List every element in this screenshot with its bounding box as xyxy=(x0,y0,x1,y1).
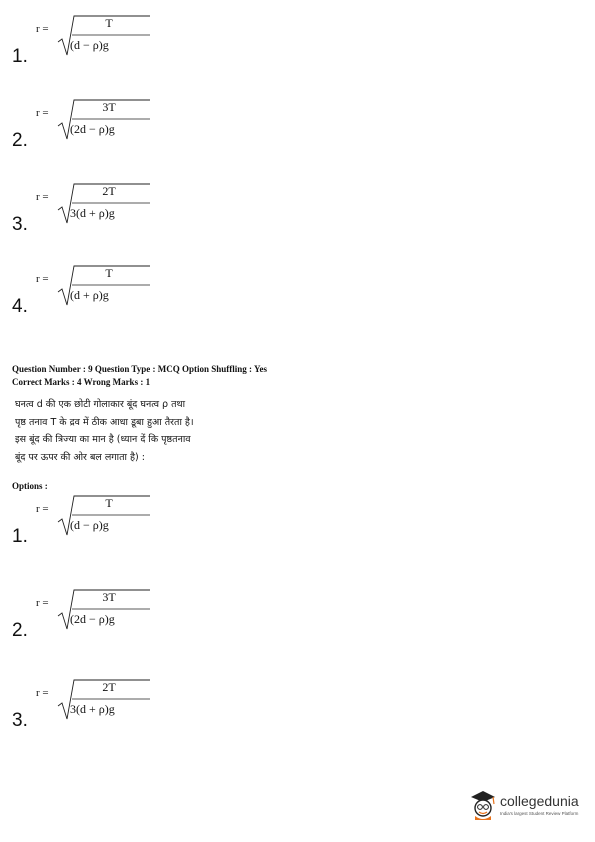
prev-option-2[interactable] xyxy=(12,98,212,150)
question-meta: Question Number : 9 Question Type : MCQ Option Shuffling : Yes xyxy=(12,364,267,374)
formula xyxy=(36,494,146,540)
formula-denominator: (d − ρ)g xyxy=(70,38,109,52)
formula-lhs: r = xyxy=(36,107,49,119)
formula-lhs: r = xyxy=(36,273,49,285)
option-number: 3. xyxy=(12,214,28,235)
formula-denominator: (2d − ρ)g xyxy=(70,612,115,626)
formula-denominator: (d − ρ)g xyxy=(70,518,109,532)
formula-numerator: 2T xyxy=(102,680,116,694)
option-number: 1. xyxy=(12,526,28,547)
formula-denominator: (d + ρ)g xyxy=(70,288,109,302)
option-number: 4. xyxy=(12,296,28,317)
formula-denominator: 3(d + ρ)g xyxy=(70,206,115,220)
logo-brand-text: collegedunia xyxy=(500,793,579,809)
formula-denominator: (2d − ρ)g xyxy=(70,122,115,136)
question-line: इस बूंद की त्रिज्या का मान है (ध्यान दें कि पृष्ठतनाव xyxy=(15,434,191,445)
graduate-mascot-icon xyxy=(468,789,498,821)
prev-option-1[interactable] xyxy=(12,14,212,66)
formula-lhs: r = xyxy=(36,503,49,515)
question-marks: Correct Marks : 4 Wrong Marks : 1 xyxy=(12,377,151,387)
option-3[interactable] xyxy=(12,678,212,730)
option-number: 3. xyxy=(12,710,28,731)
prev-option-3[interactable] xyxy=(12,182,212,234)
formula xyxy=(36,182,146,228)
prev-option-4[interactable] xyxy=(12,264,212,316)
formula-lhs: r = xyxy=(36,191,49,203)
formula-numerator: T xyxy=(105,266,113,280)
formula-numerator: 2T xyxy=(102,184,116,198)
formula xyxy=(36,264,146,310)
formula-denominator: 3(d + ρ)g xyxy=(70,702,115,716)
collegedunia-logo xyxy=(468,787,588,827)
formula-numerator: T xyxy=(105,16,113,30)
formula-numerator: T xyxy=(105,496,113,510)
option-number: 2. xyxy=(12,620,28,641)
formula-numerator: 3T xyxy=(102,100,116,114)
option-1[interactable] xyxy=(12,494,212,546)
formula-lhs: r = xyxy=(36,23,49,35)
question-text xyxy=(15,396,275,466)
logo-tagline: India's largest Student Review Platform xyxy=(500,811,579,816)
options-label: Options : xyxy=(12,481,48,491)
option-number: 1. xyxy=(12,46,28,67)
option-number: 2. xyxy=(12,130,28,151)
formula xyxy=(36,678,146,724)
formula xyxy=(36,588,146,634)
option-2[interactable] xyxy=(12,588,212,640)
question-line: पृष्ठ तनाव T के द्रव में ठीक आधा डूबा हुआ तैरता है। xyxy=(15,416,194,428)
formula-numerator: 3T xyxy=(102,590,116,604)
formula-lhs: r = xyxy=(36,687,49,699)
formula xyxy=(36,14,146,60)
formula xyxy=(36,98,146,144)
question-line: बूंद पर ऊपर की ओर बल लगाता है) : xyxy=(15,451,145,463)
formula-lhs: r = xyxy=(36,597,49,609)
question-line: घनत्व d की एक छोटी गोलाकार बूंद घनत्व ρ तथा xyxy=(15,399,186,410)
